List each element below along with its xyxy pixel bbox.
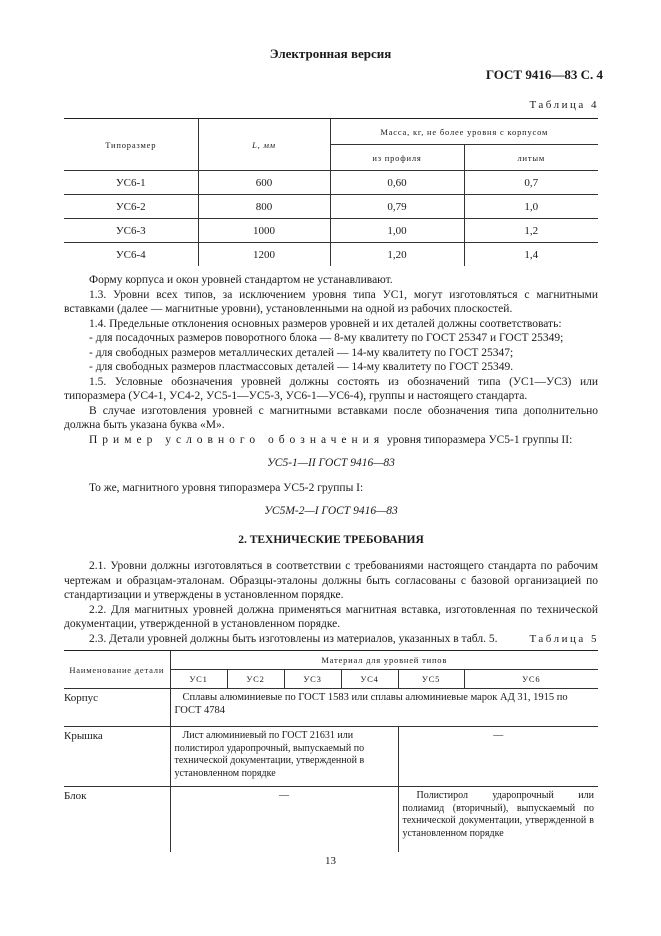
list-item: - для посадочных размеров поворотного блока — 8-му квалитету по ГОСТ 25347 и ГОСТ 25349; (89, 332, 564, 344)
section-title: 2. ТЕХНИЧЕСКИЕ ТРЕБОВАНИЯ (238, 533, 424, 546)
table4-cell-cast: 1,0 (464, 195, 598, 219)
paragraph-2-1: 2.1. Уровни должны изготовляться в соответствии с требованиями настоящего стандарта по рабочим чертежам и образцам-эталонам. Образцы-эталоны должны быть согласованы с базовой организацией по стандартизации и утверждены в установленном порядке. (64, 560, 598, 601)
table-5 (64, 650, 598, 852)
table5-row-korpus-material: Сплавы алюминиевые по ГОСТ 1583 или сплавы алюминиевые марок АД 31, 1915 по ГОСТ 4784 (170, 689, 598, 727)
table5-type-us3: УС3 (284, 670, 341, 689)
table4-cell-l: 600 (198, 171, 330, 195)
example-paragraph (64, 433, 598, 448)
table4-cell-cast: 0,7 (464, 171, 598, 195)
list-item: - для свободных размеров металлических деталей — 14-му квалитету по ГОСТ 25347; (89, 346, 514, 359)
table4-header-profile: из профиля (330, 145, 464, 171)
example-text: уровня типоразмера УС5-1 группы II: (384, 433, 573, 446)
table5-caption: Таблица 5 (529, 633, 599, 645)
table-row (64, 171, 598, 195)
paragraph: В случае изготовления уровней с магнитными вставками после обозначения типа дополнительно должна быть указана буква «М». (64, 404, 598, 431)
table5-type-us4: УС4 (341, 670, 398, 689)
body-text (64, 273, 598, 646)
table4-cell-l: 800 (198, 195, 330, 219)
table4-cell-cast: 1,2 (464, 219, 598, 243)
table4-cell-type: УС6-4 (115, 248, 146, 261)
paragraph-1-4: 1.4. Предельные отклонения основных размеров уровней и их деталей должны соответствовать: (89, 317, 562, 330)
table4-header-type: Типоразмер (64, 119, 198, 171)
table5-header-name: Наименование детали (64, 651, 170, 689)
table4-cell-type: УС6-3 (64, 219, 198, 243)
table5-row-kryshka-material: Лист алюминиевый по ГОСТ 21631 или полистирол ударопрочный, выпускаемый по технической документации, утвержденной в установленном порядке (170, 727, 398, 787)
table5-type-us1: УС1 (170, 670, 227, 689)
table-row (64, 727, 598, 787)
table4-cell-type: УС6-1 (64, 171, 198, 195)
paragraph-1-5: 1.5. Условные обозначения уровней должны состоять из обозначений типа (УС1—УС3) или типоразмера (УС4-1, УС4-2, УС5-1—УС5-3, УС6-1—УС6-4), группы и настоящего стандарта. (64, 375, 598, 402)
table5-type-us2: УС2 (227, 670, 284, 689)
table4-header-mass: Масса, кг, не более уровня с корпусом (330, 119, 598, 145)
table4-cell-profile: 0,60 (330, 171, 464, 195)
table5-row-blok-name: Блок (64, 790, 87, 802)
table-row (64, 787, 598, 853)
example-designation-1: УС5-1—II ГОСТ 9416—83 (267, 457, 395, 469)
table4-cell-l: 1200 (198, 243, 330, 267)
table4-caption: Таблица 4 (529, 99, 599, 111)
table-row (64, 689, 598, 727)
example-designation-2: УС5М-2—I ГОСТ 9416—83 (264, 505, 398, 517)
electronic-version-header: Электронная версия (269, 46, 392, 61)
table4-cell-profile: 1,00 (330, 219, 464, 243)
table4-cell-type: УС6-2 (64, 195, 198, 219)
table-4 (64, 118, 598, 266)
table4-header-l: L, мм (198, 119, 330, 171)
table4-cell-cast: 1,4 (464, 243, 598, 267)
document-page-header: ГОСТ 9416—83 С. 4 (485, 67, 603, 82)
table5-row-kryshka-dash: — (398, 727, 598, 787)
paragraph-1-3: 1.3. Уровни всех типов, за исключением уровня типа УС1, могут изготовляться с магнитными вставками (далее — магнитные уровни), установленными на одной из рабочих плоскостей. (64, 288, 598, 315)
table-row (64, 243, 598, 267)
table5-row-blok-material: Полистирол ударопрочный или полиамид (вторичный), выпускаемый по технической документации, утвержденной в установленном порядке (398, 787, 598, 853)
table5-row-blok-dash: — (170, 787, 398, 853)
list-item: - для свободных размеров пластмассовых деталей — 14-му квалитету по ГОСТ 25349. (89, 361, 514, 373)
table-row (64, 219, 598, 243)
table5-type-us5: УС5 (398, 670, 464, 689)
page-number: 13 (325, 855, 336, 867)
table4-cell-profile: 0,79 (330, 195, 464, 219)
table5-type-us6: УС6 (464, 670, 598, 689)
paragraph: Форму корпуса и окон уровней стандартом не устанавливают. (89, 274, 393, 286)
example-label: Пример условного обозначения (89, 433, 385, 446)
paragraph-2-2: 2.2. Для магнитных уровней должна применяться магнитная вставка, изготовленная по технической документации, утвержденной в установленном порядке. (64, 603, 598, 630)
table5-row-kryshka-name: Крышка (64, 727, 170, 787)
table4-cell-l: 1000 (198, 219, 330, 243)
table4-header-cast: литым (464, 145, 598, 171)
table-row (64, 195, 598, 219)
paragraph: То же, магнитного уровня типоразмера УС5-2 группы I: (89, 481, 364, 494)
table5-row-korpus-name: Корпус (64, 689, 170, 727)
paragraph-2-3: 2.3. Детали уровней должны быть изготовлены из материалов, указанных в табл. 5. (89, 632, 498, 645)
table4-cell-profile: 1,20 (330, 243, 464, 267)
table5-header-material: Материал для уровней типов (170, 651, 598, 670)
